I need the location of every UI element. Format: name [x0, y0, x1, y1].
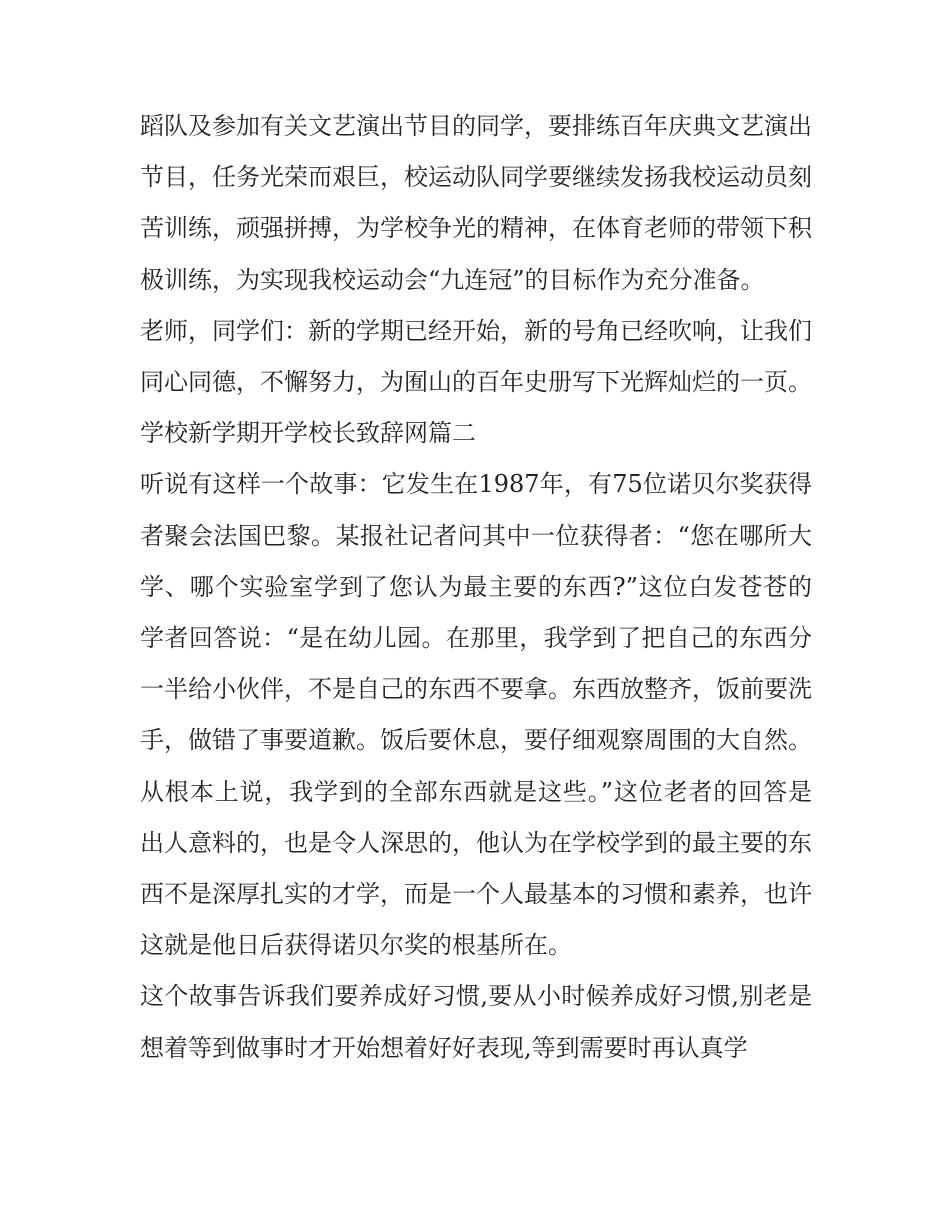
paragraph-nobel-story: 听说有这样一个故事：它发生在1987年，有75位诺贝尔奖获得者聚会法国巴黎。某报社记者问其中一位获得者：“您在哪所大学、哪个实验室学到了您认为最主要的东西?”这位白发苍苍的学者回答说：“是在幼儿园。在那里，我学到了把自己的东西分一半给小伙伴，不是自己的东西不要拿。东西放整齐，饭前要洗手，做错了事要道歉。饭后要休息，要仔细观察周围的大自然。从根本上说，我学到的全部东西就是这些。”这位老者的回答是出人意料的，也是令人深思的，他认为在学校学到的最主要的东西不是深厚扎实的才学，而是一个人最基本的习惯和素养，也许这就是他日后获得诺贝尔奖的根基所在。	[140, 470, 812, 960]
paragraph-habit-lesson: 这个故事告诉我们要养成好习惯,要从小时候养成好习惯,别老是想着等到做事时才开始想着好好表现,等到需要时再认真学	[140, 982, 812, 1062]
document-page	[140, 101, 812, 1074]
paragraph-closing-appeal: 老师，同学们：新的学期已经开始，新的号角已经吹响，让我们同心同德，不懈努力，为囿山的百年史册写下光辉灿烂的一页。 学校新学期开学校长致辞网篇二	[140, 316, 812, 448]
paragraph-art-and-sports-preparation: 蹈队及参加有关文艺演出节目的同学，要排练百年庆典文艺演出节目，任务光荣而艰巨，校运动队同学要继续发扬我校运动员刻苦训练，顽强拼搏，为学校争光的精神，在体育老师的带领下积极训练，为实现我校运动会“九连冠”的目标作为充分准备。	[140, 112, 812, 294]
